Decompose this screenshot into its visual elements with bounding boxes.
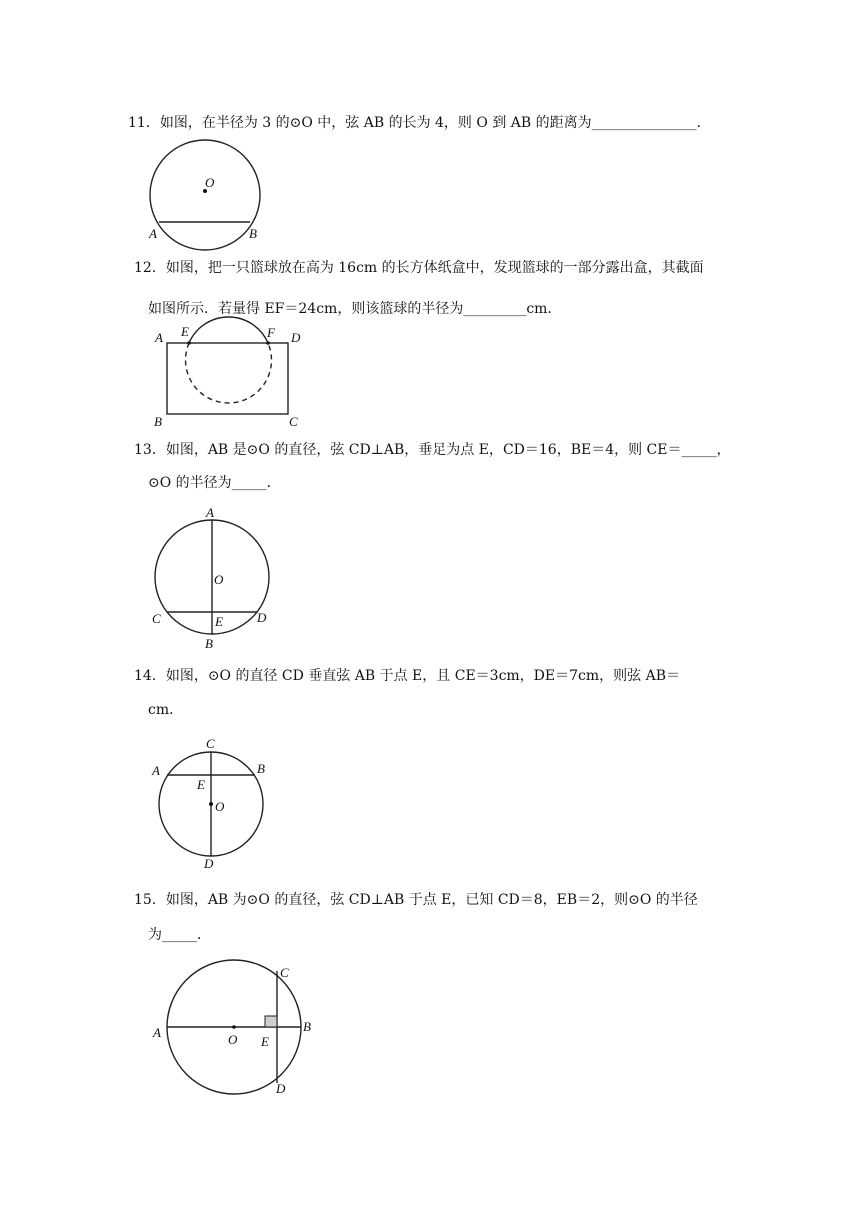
- q14-label-c: C: [206, 736, 215, 751]
- q12-label-c: C: [289, 414, 298, 429]
- q14-text-line1: 14．如图，⊙O 的直径 CD 垂直弦 AB 于点 E，且 CE＝3cm，DE＝7cm，则弦 AB＝: [134, 668, 680, 684]
- q14-text-line2: cm．: [148, 702, 184, 718]
- q14-figure: [145, 733, 285, 873]
- q15-label-c: C: [280, 965, 289, 980]
- q12-ball-arc-inside-dashed: [186, 343, 272, 403]
- q15-label-d: D: [276, 1081, 286, 1096]
- q15-label-a: A: [153, 1025, 161, 1040]
- q12-label-a: A: [155, 330, 163, 345]
- q11-label-b: B: [249, 226, 257, 241]
- q14-label-a: A: [152, 763, 160, 778]
- q13-label-d: D: [257, 610, 267, 625]
- q12-label-e: E: [181, 324, 189, 339]
- q13-figure: [145, 500, 285, 655]
- q13-label-c: C: [152, 611, 161, 626]
- q11-label-a: A: [149, 226, 157, 241]
- q11-label-o: O: [205, 175, 215, 190]
- q12-point-f: [266, 341, 270, 345]
- q15-label-b: B: [303, 1019, 311, 1034]
- q15-label-o: O: [228, 1032, 238, 1047]
- q11-text: 11．如图，在半径为 3 的⊙O 中，弦 AB 的长为 4，则 O 到 AB 的距离为_______________．: [128, 115, 711, 131]
- q12-figure: [145, 320, 315, 430]
- q13-text-line1: 13．如图，AB 是⊙O 的直径，弦 CD⊥AB，垂足为点 E，CD＝16，BE＝4，则 CE＝_____，: [134, 442, 731, 458]
- q13-label-e: E: [215, 614, 223, 629]
- q14-label-o: O: [215, 799, 225, 814]
- q14-label-e: E: [197, 777, 205, 792]
- q12-label-b: B: [154, 414, 162, 429]
- q13-label-a: A: [206, 505, 214, 520]
- q12-ball-arc-outside: [189, 317, 268, 343]
- q13-label-b: B: [205, 636, 213, 651]
- q15-figure: [145, 955, 330, 1100]
- q11-figure: [140, 145, 280, 250]
- q14-center-point: [209, 802, 213, 806]
- q12-point-e: [187, 341, 191, 345]
- q15-text-line1: 15．如图，AB 为⊙O 的直径，弦 CD⊥AB 于点 E，已知 CD＝8，EB＝2，则⊙O 的半径: [134, 892, 698, 908]
- q11-circle: [150, 140, 260, 250]
- q12-text-line1: 12．如图，把一只篮球放在高为 16cm 的长方体纸盒中，发现篮球的一部分露出盒，其截面: [134, 260, 704, 276]
- q15-text-line2: 为_____．: [148, 927, 211, 943]
- q15-center-point: [232, 1025, 236, 1029]
- q13-text-line2: ⊙O 的半径为_____．: [148, 475, 281, 491]
- q15-label-e: E: [261, 1034, 269, 1049]
- q13-label-o: O: [214, 572, 224, 587]
- q12-text-line2: 如图所示．若量得 EF＝24cm，则该篮球的半径为_________cm．: [148, 301, 562, 317]
- q14-label-d: D: [204, 856, 214, 871]
- q15-right-angle-mark: [265, 1016, 277, 1027]
- q12-label-d: D: [291, 330, 301, 345]
- q12-label-f: F: [267, 325, 275, 340]
- q14-label-b: B: [257, 761, 265, 776]
